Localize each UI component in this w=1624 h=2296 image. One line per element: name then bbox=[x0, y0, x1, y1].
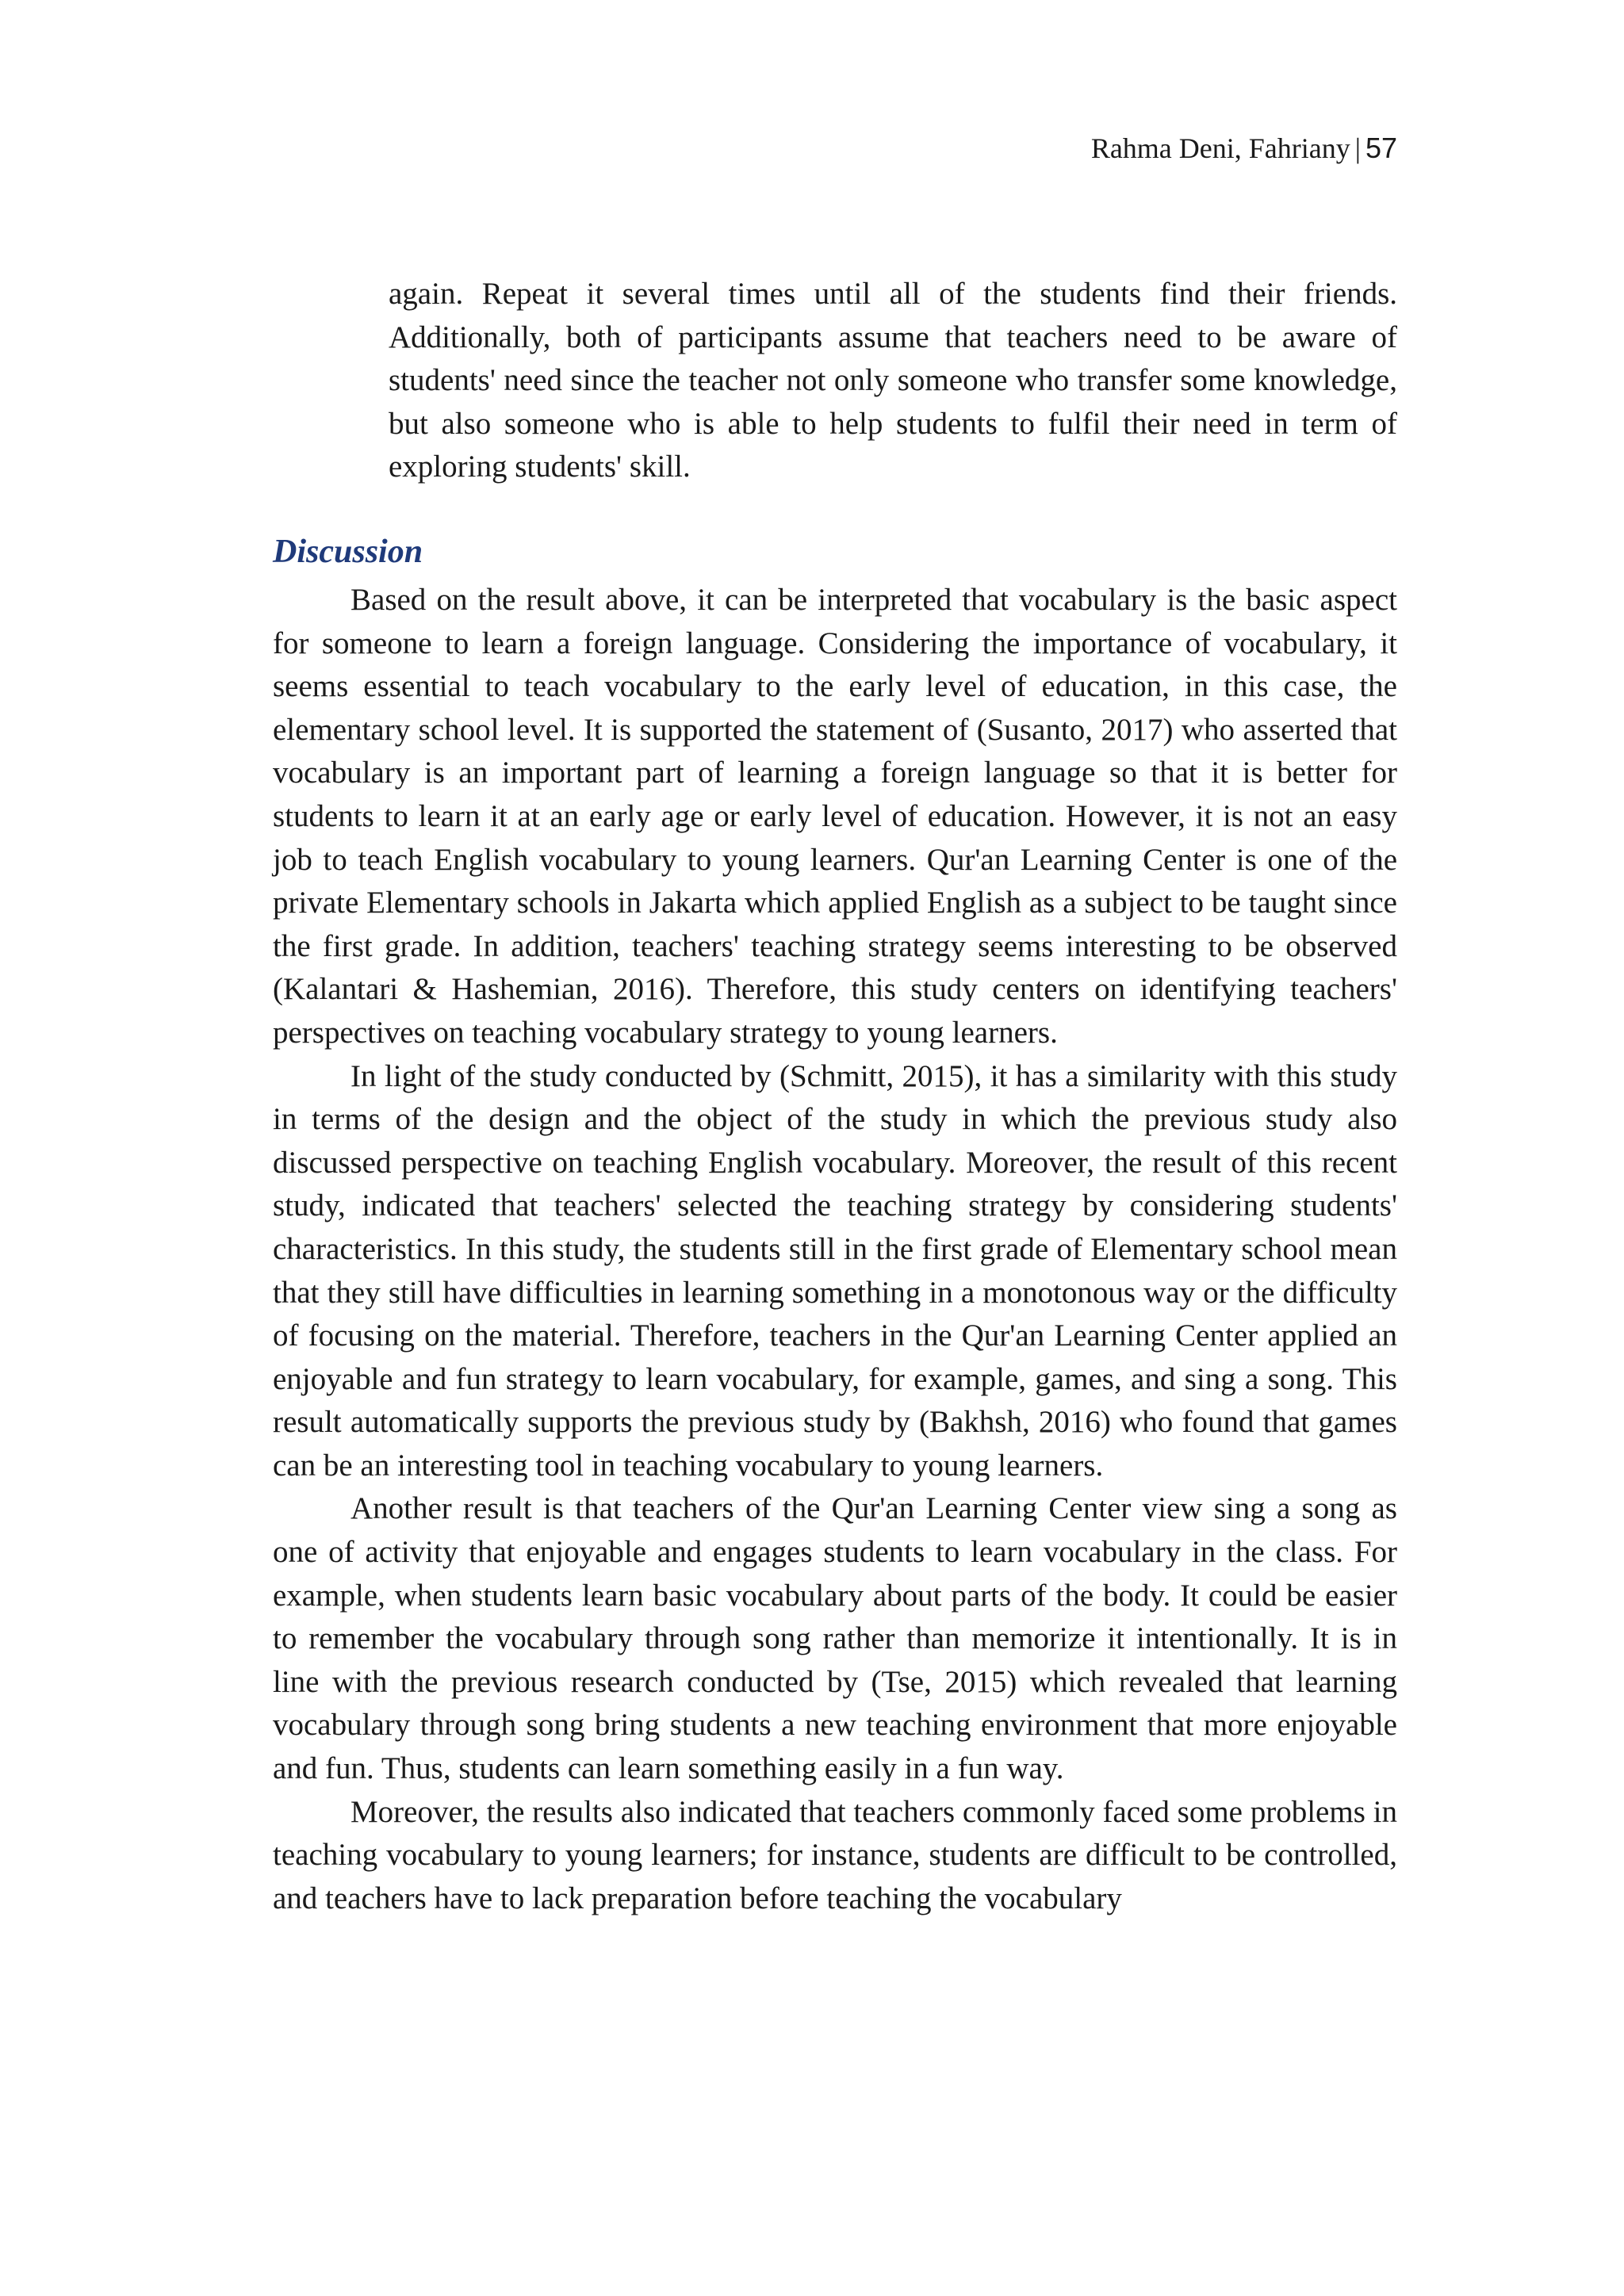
discussion-paragraph-3: Another result is that teachers of the Qur'an Learning Center view sing a song as one of activity that enjoyable and engages students to learn vocabulary in the class. For example, when students learn basic vocabulary about parts of the body. It could be easier to remember the vocabulary through song rather than memorize it intentionally. It is in line with the previous research conducted by (Tse, 2015) which revealed that learning vocabulary through song bring students a new teaching environment that more enjoyable and fun. Thus, students can learn something easily in a fun way. bbox=[273, 1491, 1397, 1786]
running-header bbox=[1091, 132, 1397, 165]
discussion-paragraph-4: Moreover, the results also indicated that teachers commonly faced some problems in teaching vocabulary to young learners; for instance, students are difficult to be controlled, and teachers have to lack preparation before teaching the vocabulary bbox=[273, 1794, 1397, 1915]
continued-paragraph: again. Repeat it several times until all of the students find their friends. Additionally, both of participants assume that teachers need to be aware of students' need since the teacher not only someone who transfer some knowledge, but also someone who is able to help students to fulfil their need in term of exploring students' skill. bbox=[389, 277, 1397, 484]
header-separator: | bbox=[1354, 132, 1361, 164]
page-number: 57 bbox=[1365, 132, 1397, 164]
discussion-paragraph-2: In light of the study conducted by (Schmitt, 2015), it has a similarity with this study in terms of the design and the object of the study in which the previous study also discussed perspective on teaching English vocabulary. Moreover, the result of this recent study, indicated that teachers' selected the teaching strategy by considering students' characteristics. In this study, the students still in the first grade of Elementary school mean that they still have difficulties in learning something in a monotonous way or the difficulty of focusing on the material. Therefore, teachers in the Qur'an Learning Center applied an enjoyable and fun strategy to learn vocabulary, for example, games, and sing a song. This result automatically supports the previous study by (Bakhsh, 2016) who found that games can be an interesting tool in teaching vocabulary to young learners. bbox=[273, 1058, 1397, 1483]
discussion-paragraph-1: Based on the result above, it can be interpreted that vocabulary is the basic aspect for someone to learn a foreign language. Considering the importance of vocabulary, it seems essential to teach vocabulary to the early level of education, in this case, the elementary school level. It is supported the statement of (Susanto, 2017) who asserted that vocabulary is an important part of learning a foreign language so that it is better for students to learn it at an early age or early level of education. However, it is not an easy job to teach English vocabulary to young learners. Qur'an Learning Center is one of the private Elementary schools in Jakarta which applied English as a subject to be taught since the first grade. In addition, teachers' teaching strategy seems interesting to be observed (Kalantari & Hashemian, 2016). Therefore, this study centers on identifying teachers' perspectives on teaching vocabulary strategy to young learners. bbox=[273, 583, 1397, 1050]
header-authors: Rahma Deni, Fahriany bbox=[1090, 132, 1350, 164]
continued-paragraph-block bbox=[389, 273, 1397, 489]
section-heading-discussion: Discussion bbox=[273, 534, 423, 570]
discussion-body bbox=[273, 579, 1397, 1920]
